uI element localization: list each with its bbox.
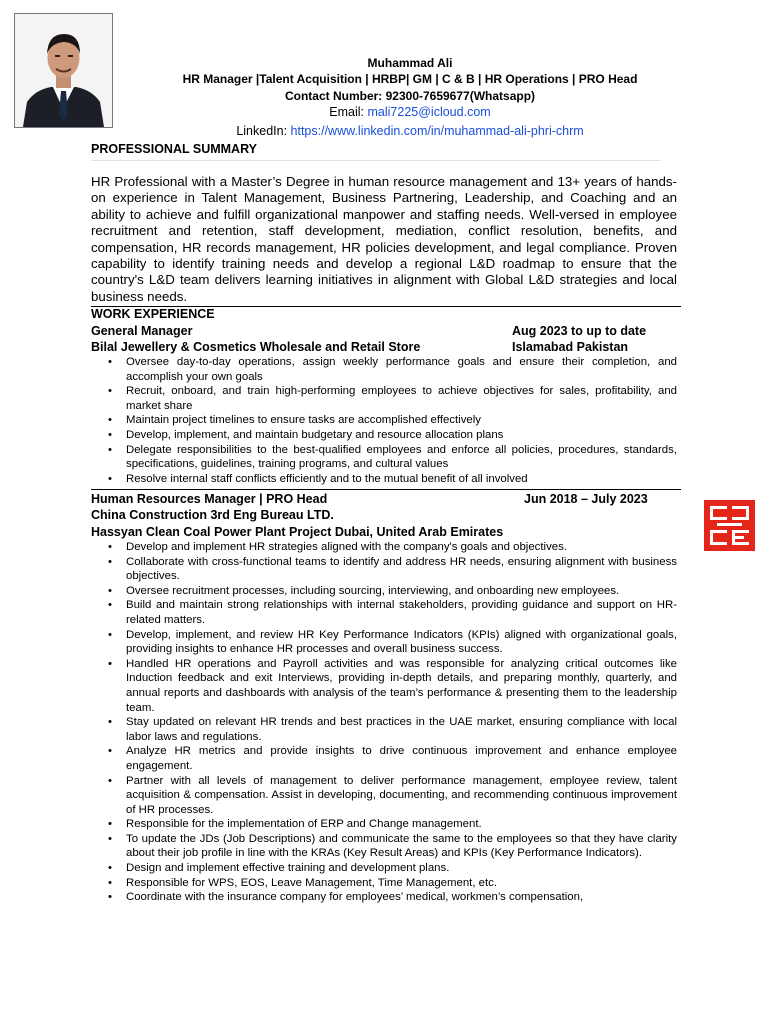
email-label: Email:: [329, 105, 365, 119]
candidate-titles: HR Manager |Talent Acquisition | HRBP| GM | C & B | HR Operations | PRO Head: [182, 72, 638, 86]
list-item: • Develop, implement, and maintain budgetary and resource allocation plans: [91, 428, 677, 443]
list-item: • Stay updated on relevant HR trends and best practices in the UAE market, ensuring compliance with local labor laws and regulations.: [91, 715, 677, 744]
job1-responsibilities: [91, 355, 677, 486]
list-item: • Oversee recruitment processes, including sourcing, interviewing, and onboarding new employees.: [91, 584, 677, 599]
list-item: • Coordinate with the insurance company for employees’ medical, workmen’s compensation,: [91, 890, 677, 905]
job2-role-row: [91, 491, 681, 507]
list-item: • Responsible for WPS, EOS, Leave Management, Time Management, etc.: [91, 876, 677, 891]
job2-divider: [91, 489, 681, 490]
list-item: • Design and implement effective training and development plans.: [91, 861, 677, 876]
list-item: • Maintain project timelines to ensure tasks are accomplished effectively: [91, 413, 677, 428]
job2-company: China Construction 3rd Eng Bureau LTD.: [91, 508, 334, 522]
job1-dates: Aug 2023 to up to date: [512, 324, 647, 338]
list-item: • Handled HR operations and Payroll activities and was responsible for analyzing critical outcomes like Induction feedback and exit Interviews, providing in-depth details, and preparing monthly, quarterly, and annual reports and dashboards with analysis of the team’s performance & presenting them to the leadership team.: [91, 657, 677, 715]
linkedin-line: [140, 123, 680, 139]
job2-role: Human Resources Manager | PRO Head: [91, 492, 328, 506]
list-item: • Delegate responsibilities to the best-qualified employees and enforce all policies, procedures, standards, specifications, guidelines, training programs, and cultural values: [91, 443, 677, 472]
contact-number: Contact Number: 92300-7659677(Whatsapp): [284, 89, 536, 103]
list-item: • Analyze HR metrics and provide insights to drive continuous improvement and enhance employee engagement.: [91, 744, 677, 773]
list-item: • Partner with all levels of management to deliver performance management, employee review, talent acquisition & compensation. Assist in developing, documenting, and recommending continuous improvement of HR processes.: [91, 774, 677, 818]
summary-divider: [91, 160, 661, 161]
list-item: • Recruit, onboard, and train high-performing employees to achieve objectives for sales, profitability, and market share: [91, 384, 677, 413]
job2-project: Hassyan Clean Coal Power Plant Project Dubai, United Arab Emirates: [91, 525, 504, 539]
summary-heading: PROFESSIONAL SUMMARY: [91, 142, 257, 156]
email-link[interactable]: mali7225@icloud.com: [367, 105, 491, 119]
list-item: • Responsible for the implementation of ERP and Change management.: [91, 817, 677, 832]
cscec-logo-icon: [704, 500, 755, 551]
experience-heading: WORK EXPERIENCE: [91, 307, 215, 321]
linkedin-link[interactable]: https://www.linkedin.com/in/muhammad-ali-phri-chrm: [290, 124, 584, 138]
candidate-name: Muhammad Ali: [367, 56, 453, 70]
profile-photo: [14, 13, 113, 128]
email-line: [140, 104, 680, 120]
linkedin-label: LinkedIn:: [236, 124, 288, 138]
job1-company-row: [91, 339, 681, 355]
job1-location: Islamabad Pakistan: [512, 340, 629, 354]
job2-dates: Jun 2018 – July 2023: [524, 492, 648, 506]
list-item: • Develop and implement HR strategies aligned with the company's goals and objectives.: [91, 540, 677, 555]
job2-responsibilities: [91, 540, 677, 905]
list-item: • Develop, implement, and review HR Key Performance Indicators (KPIs) aligned with organizational goals, providing insights to enhance HR processes and overall business success.: [91, 628, 677, 657]
list-item: • Collaborate with cross-functional teams to identify and address HR needs, ensuring alignment with business objectives.: [91, 555, 677, 584]
summary-text: HR Professional with a Master’s Degree in human resource management and 13+ years of hands-on experience in Talent Management, Business Partnering, Leadership, and Coaching and an ability to achieve and fulfill organizational manpower and staffing needs. Well-versed in employee recruitment and retention, staff development, mediation, conflict resolution, benefits, and compensation, HR records management, HR policies development, and legal compliance. Proven capability to identify training needs and develop a regional L&D roadmap to ensure that the country's L&D team delivers learning initiatives in alignment with Global L&D strategies and local business needs.: [91, 174, 677, 304]
list-item: • Oversee day-to-day operations, assign weekly performance goals and ensure their completion, and accomplish your own goals: [91, 355, 677, 384]
list-item: • Build and maintain strong relationships with internal stakeholders, providing guidance and support on HR-related matters.: [91, 598, 677, 627]
job1-role: General Manager: [91, 324, 193, 338]
list-item: • Resolve internal staff conflicts efficiently and to the mutual benefit of all involved: [91, 472, 677, 487]
job1-role-row: [91, 323, 681, 339]
job1-company: Bilal Jewellery & Cosmetics Wholesale and Retail Store: [91, 340, 421, 354]
list-item: • To update the JDs (Job Descriptions) and communicate the same to the employees so that they have clarity about their job profile in line with the KRAs (Key Result Areas) and KPIs (Key Performance Indicators).: [91, 832, 677, 861]
